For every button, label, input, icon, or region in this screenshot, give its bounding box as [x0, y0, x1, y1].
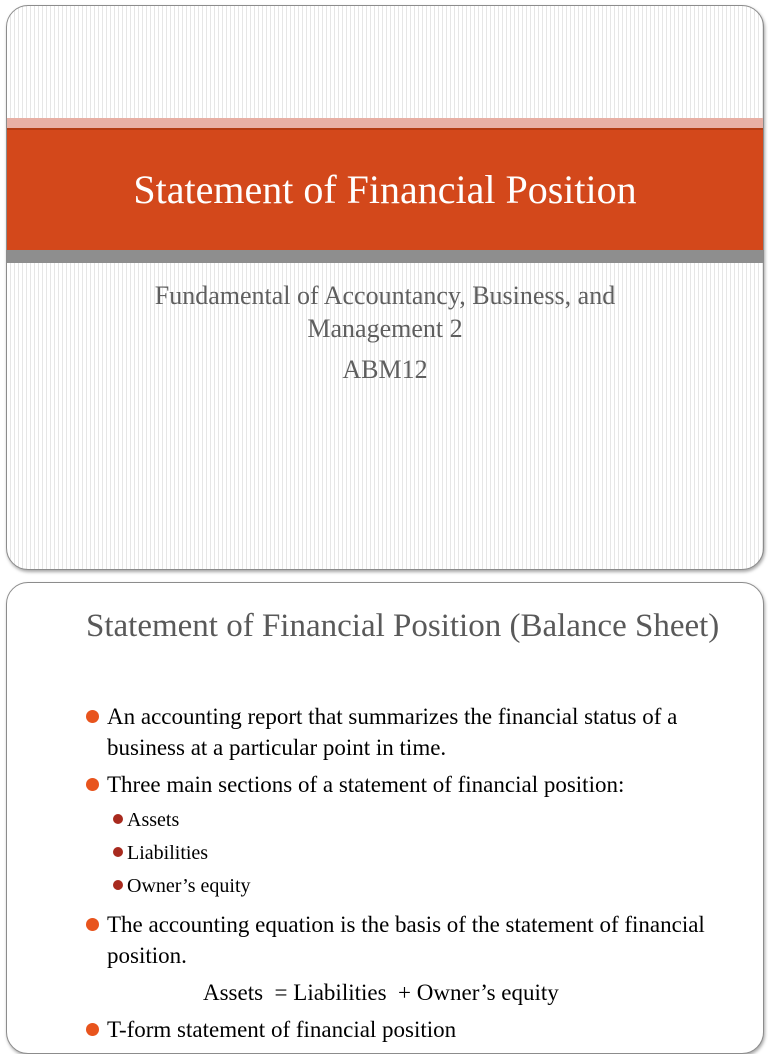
accounting-equation: Assets = Liabilities + Owner’s equity [203, 980, 559, 1005]
bullet-text: The accounting equation is the basis of the statement of financial position. [107, 912, 705, 968]
slide-heading: Statement of Financial Position (Balance Sheet) [86, 608, 720, 644]
subtitle-code: ABM12 [342, 355, 428, 384]
title-slide [6, 5, 764, 570]
slide-subtitle [87, 279, 683, 386]
sub-list-item [86, 872, 736, 901]
bullet-text: T-form statement of financial position [107, 1017, 457, 1042]
sub-bullet-dot-icon [113, 814, 123, 824]
accent-band-bottom [7, 250, 763, 263]
bullet-dot-icon [86, 918, 99, 931]
bullet-dot-icon [86, 1023, 99, 1036]
content-slide [6, 582, 764, 1054]
sub-list-item [86, 806, 736, 835]
accent-band-top [7, 118, 763, 128]
sub-list-item [86, 839, 736, 868]
sub-bullet-dot-icon [113, 847, 123, 857]
title-band [7, 128, 763, 250]
sub-bullet-text: Liabilities [127, 842, 209, 864]
slide-title: Statement of Financial Position [133, 167, 637, 212]
bullet-list [86, 701, 736, 1051]
bullet-text: An accounting report that summarizes the financial status of a business at a particular point in time. [107, 704, 678, 760]
bullet-dot-icon [86, 778, 99, 791]
subtitle-course: Fundamental of Accountancy, Business, and Management 2 [154, 281, 616, 343]
list-item [86, 701, 736, 763]
bullet-dot-icon [86, 710, 99, 723]
list-item [86, 769, 736, 800]
sub-bullet-dot-icon [113, 880, 123, 890]
list-item [86, 909, 736, 1008]
list-item [86, 1014, 736, 1045]
sub-bullet-text: Assets [127, 809, 180, 831]
bullet-text: Three main sections of a statement of financial position: [107, 772, 625, 797]
sub-bullet-text: Owner’s equity [127, 875, 251, 897]
